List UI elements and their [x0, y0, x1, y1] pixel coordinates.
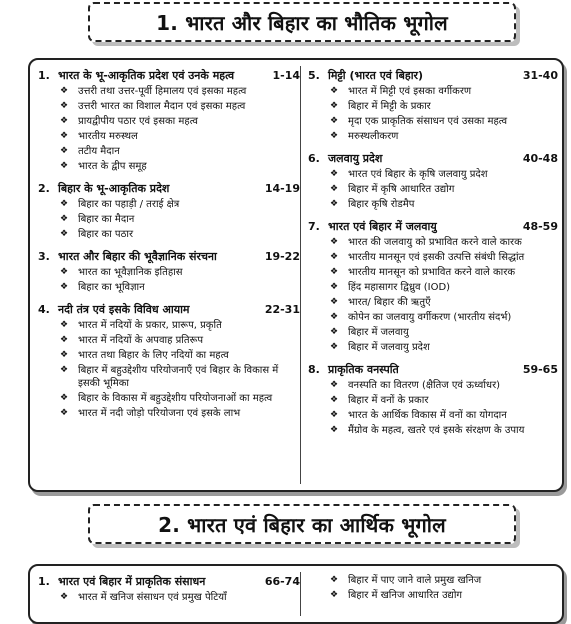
- list-item: [330, 574, 558, 587]
- diamond-bullet-icon: ❖: [60, 101, 69, 111]
- list-item: [330, 296, 558, 309]
- spacer: [308, 439, 558, 443]
- diamond-bullet-icon: ❖: [330, 395, 339, 405]
- list-item: [330, 341, 558, 354]
- section-number: 4.: [38, 303, 50, 316]
- section-number: 1.: [38, 69, 50, 82]
- list-item-text: भारतीय मानसून को प्रभावित करने वाले कारक: [348, 267, 516, 278]
- section-page-range: 31-40: [522, 69, 558, 82]
- diamond-bullet-icon: ❖: [330, 410, 339, 420]
- section-number: 1.: [38, 575, 50, 588]
- list-item-text: भारत एवं बिहार के कृषि जलवायु प्रदेश: [348, 169, 488, 180]
- list-item-text: भारत तथा बिहार के लिए नदियों का महत्व: [78, 350, 229, 361]
- section-heading: [38, 182, 300, 196]
- section-heading: [38, 303, 300, 317]
- list-item-text: बिहार के विकास में बहुउद्देशीय परियोजनाओं का महत्व: [78, 393, 273, 404]
- list-item-text: बिहार में पाए जाने वाले प्रमुख खनिज: [348, 575, 482, 586]
- list-item: [60, 160, 300, 173]
- list-item: [60, 115, 300, 128]
- diamond-bullet-icon: ❖: [330, 590, 339, 600]
- section-number: 8.: [308, 363, 320, 376]
- list-item: [330, 183, 558, 196]
- list-item: [60, 334, 300, 347]
- section-title: जलवायु प्रदेश: [328, 152, 383, 165]
- list-item: [60, 364, 300, 390]
- list-item-text: तटीय मैदान: [78, 146, 120, 157]
- section-2-right-column: [308, 572, 558, 608]
- spacer: [308, 356, 558, 360]
- section-page-range: 19-22: [264, 250, 300, 263]
- section-number: 6.: [308, 152, 320, 165]
- diamond-bullet-icon: ❖: [330, 101, 339, 111]
- section-number: 7.: [308, 220, 320, 233]
- list-item: [330, 424, 558, 437]
- list-item-text: उत्तरी भारत का विशाल मैदान एवं इसका महत्व: [78, 101, 246, 112]
- list-item: [330, 379, 558, 392]
- list-item: [60, 319, 300, 332]
- list-item: [330, 409, 558, 422]
- section-page-range: 59-65: [522, 363, 558, 376]
- section-heading: [38, 575, 300, 589]
- list-item-text: बिहार में कृषि आधारित उद्योग: [348, 184, 455, 195]
- diamond-bullet-icon: ❖: [330, 267, 339, 277]
- diamond-bullet-icon: ❖: [60, 199, 69, 209]
- diamond-bullet-icon: ❖: [60, 320, 69, 330]
- list-item-text: कोपेन का जलवायु वर्गीकरण (भारतीय संदर्भ): [348, 312, 512, 323]
- diamond-bullet-icon: ❖: [60, 365, 69, 375]
- diamond-bullet-icon: ❖: [60, 146, 69, 156]
- list-item: [60, 85, 300, 98]
- list-item-text: मैंग्रोव के महत्व, खतरे एवं इसके संरक्षण के उपाय: [348, 425, 525, 436]
- list-item-text: भारत में नदियों के प्रकार, प्रारूप, प्रकृति: [78, 320, 222, 331]
- diamond-bullet-icon: ❖: [330, 131, 339, 141]
- section-heading: [308, 69, 558, 83]
- list-item: [60, 100, 300, 113]
- list-item: [330, 251, 558, 264]
- list-item: [330, 198, 558, 211]
- section-heading: [38, 69, 300, 83]
- diamond-bullet-icon: ❖: [330, 425, 339, 435]
- section-2-title: 2. भारत एवं बिहार का आर्थिक भूगोल: [158, 512, 446, 537]
- section-2-banner: [88, 504, 516, 544]
- list-item: [330, 394, 558, 407]
- list-item: [330, 281, 558, 294]
- list-item-text: भारत का भूवैज्ञानिक इतिहास: [78, 267, 183, 278]
- section-title: मिट्टी (भारत एवं बिहार): [328, 69, 424, 82]
- diamond-bullet-icon: ❖: [330, 380, 339, 390]
- list-item-text: भारत की जलवायु को प्रभावित करने वाले कारक: [348, 237, 522, 248]
- list-item-text: मृदा एक प्राकृतिक संसाधन एवं उसका महत्व: [348, 116, 508, 127]
- section-page-range: 40-48: [522, 152, 558, 165]
- spacer: [308, 604, 558, 608]
- section-page-range: 48-59: [522, 220, 558, 233]
- diamond-bullet-icon: ❖: [60, 408, 69, 418]
- section-heading: [38, 250, 300, 264]
- section-page-range: 1-14: [272, 69, 300, 82]
- diamond-bullet-icon: ❖: [330, 169, 339, 179]
- section-number: 2.: [38, 182, 50, 195]
- list-item-text: भारत में मिट्टी एवं इसका वर्गीकरण: [348, 86, 472, 97]
- list-item-text: बिहार का पठार: [78, 229, 134, 240]
- section-heading: [308, 220, 558, 234]
- section-title: प्राकृतिक वनस्पति: [328, 363, 399, 376]
- section-1-title: 1. भारत और बिहार का भौतिक भूगोल: [156, 10, 448, 35]
- list-item: [60, 213, 300, 226]
- list-item-text: भारत के आर्थिक विकास में वनों का योगदान: [348, 410, 507, 421]
- list-item-text: बिहार में जलवायु प्रदेश: [348, 342, 430, 353]
- diamond-bullet-icon: ❖: [60, 592, 69, 602]
- list-item-text: बिहार में मिट्टी के प्रकार: [348, 101, 431, 112]
- list-item-text: भारत/ बिहार की ऋतुएँ: [348, 297, 431, 308]
- list-item-text: वनस्पति का वितरण (क्षैतिज एवं ऊर्ध्वाधर): [348, 380, 501, 391]
- diamond-bullet-icon: ❖: [330, 282, 339, 292]
- section-title: बिहार के भू-आकृतिक प्रदेश: [58, 182, 170, 195]
- column-divider: [300, 66, 301, 484]
- list-item: [330, 85, 558, 98]
- diamond-bullet-icon: ❖: [330, 199, 339, 209]
- diamond-bullet-icon: ❖: [330, 252, 339, 262]
- list-item-text: भारतीय मरुस्थल: [78, 131, 138, 142]
- section-2-left-column: [38, 572, 300, 610]
- diamond-bullet-icon: ❖: [60, 86, 69, 96]
- list-item-text: बिहार में जलवायु: [348, 327, 409, 338]
- list-item-text: उत्तरी तथा उत्तर-पूर्वी हिमालय एवं इसका महत्व: [78, 86, 247, 97]
- diamond-bullet-icon: ❖: [60, 335, 69, 345]
- diamond-bullet-icon: ❖: [60, 116, 69, 126]
- list-item: [60, 392, 300, 405]
- diamond-bullet-icon: ❖: [330, 312, 339, 322]
- diamond-bullet-icon: ❖: [330, 116, 339, 126]
- list-item: [60, 407, 300, 420]
- list-item-text: भारत में नदियों के अपवाह प्रतिरूप: [78, 335, 204, 346]
- list-item-text: बिहार में खनिज आधारित उद्योग: [348, 590, 463, 601]
- spacer: [38, 175, 300, 179]
- section-page-range: 66-74: [264, 575, 300, 588]
- list-item: [330, 589, 558, 602]
- list-item-text: भारत के द्वीप समूह: [78, 161, 147, 172]
- section-number: 3.: [38, 250, 50, 263]
- spacer: [38, 422, 300, 426]
- section-title: भारत के भू-आकृतिक प्रदेश एवं उनके महत्व: [58, 69, 235, 82]
- spacer: [38, 243, 300, 247]
- section-title: भारत और बिहार की भूवैज्ञानिक संरचना: [58, 250, 217, 263]
- spacer: [308, 213, 558, 217]
- column-divider: [300, 572, 301, 616]
- list-item: [60, 228, 300, 241]
- section-title: नदी तंत्र एवं इसके विविध आयाम: [58, 303, 190, 316]
- diamond-bullet-icon: ❖: [60, 214, 69, 224]
- diamond-bullet-icon: ❖: [330, 237, 339, 247]
- list-item-text: भारत में खनिज संसाधन एवं प्रमुख पेटियाँ: [78, 592, 227, 603]
- spacer: [308, 145, 558, 149]
- list-item-text: बिहार में वनों के प्रकार: [348, 395, 429, 406]
- spacer: [38, 606, 300, 610]
- list-item: [60, 281, 300, 294]
- list-item: [330, 130, 558, 143]
- list-item: [330, 326, 558, 339]
- diamond-bullet-icon: ❖: [60, 131, 69, 141]
- diamond-bullet-icon: ❖: [60, 267, 69, 277]
- diamond-bullet-icon: ❖: [60, 282, 69, 292]
- list-item-text: बिहार का पहाड़ी / तराई क्षेत्र: [78, 199, 180, 210]
- diamond-bullet-icon: ❖: [60, 393, 69, 403]
- list-item: [330, 311, 558, 324]
- list-item-text: बिहार कृषि रोडमैप: [348, 199, 415, 210]
- list-item-text: मरुस्थलीकरण: [348, 131, 399, 142]
- diamond-bullet-icon: ❖: [330, 184, 339, 194]
- diamond-bullet-icon: ❖: [330, 342, 339, 352]
- list-item: [60, 266, 300, 279]
- list-item: [60, 349, 300, 362]
- list-item: [60, 591, 300, 604]
- section-1-contents: [28, 58, 564, 492]
- section-1-left-column: [38, 66, 300, 426]
- list-item: [60, 145, 300, 158]
- list-item: [60, 198, 300, 211]
- list-item-text: भारत में नदी जोड़ो परियोजना एवं इसके लाभ: [78, 408, 241, 419]
- section-title: भारत एवं बिहार में प्राकृतिक संसाधन: [58, 575, 206, 588]
- list-item-text: बिहार में बहुउद्देशीय परियोजनाएँ एवं बिहार के विकास में इसकी भूमिका: [78, 365, 279, 389]
- list-item-text: बिहार का भूविज्ञान: [78, 282, 145, 293]
- section-title: भारत एवं बिहार में जलवायु: [328, 220, 437, 233]
- section-page-range: 22-31: [264, 303, 300, 316]
- list-item: [330, 115, 558, 128]
- list-item: [330, 100, 558, 113]
- diamond-bullet-icon: ❖: [60, 350, 69, 360]
- spacer: [38, 296, 300, 300]
- diamond-bullet-icon: ❖: [60, 229, 69, 239]
- list-item-text: हिंद महासागर द्विध्रुव (IOD): [348, 282, 451, 293]
- list-item-text: बिहार का मैदान: [78, 214, 135, 225]
- list-item: [330, 168, 558, 181]
- diamond-bullet-icon: ❖: [330, 575, 339, 585]
- section-heading: [308, 152, 558, 166]
- list-item-text: भारतीय मानसून एवं इसकी उत्पत्ति संबंधी सिद्धांत: [348, 252, 525, 263]
- section-page-range: 14-19: [264, 182, 300, 195]
- section-heading: [308, 363, 558, 377]
- diamond-bullet-icon: ❖: [330, 86, 339, 96]
- list-item: [60, 130, 300, 143]
- diamond-bullet-icon: ❖: [330, 297, 339, 307]
- section-1-right-column: [308, 66, 558, 443]
- list-item: [330, 266, 558, 279]
- diamond-bullet-icon: ❖: [60, 161, 69, 171]
- section-number: 5.: [308, 69, 320, 82]
- section-2-contents: [28, 564, 564, 624]
- diamond-bullet-icon: ❖: [330, 327, 339, 337]
- list-item-text: प्रायद्वीपीय पठार एवं इसका महत्व: [78, 116, 198, 127]
- list-item: [330, 236, 558, 249]
- section-1-banner: [88, 2, 516, 42]
